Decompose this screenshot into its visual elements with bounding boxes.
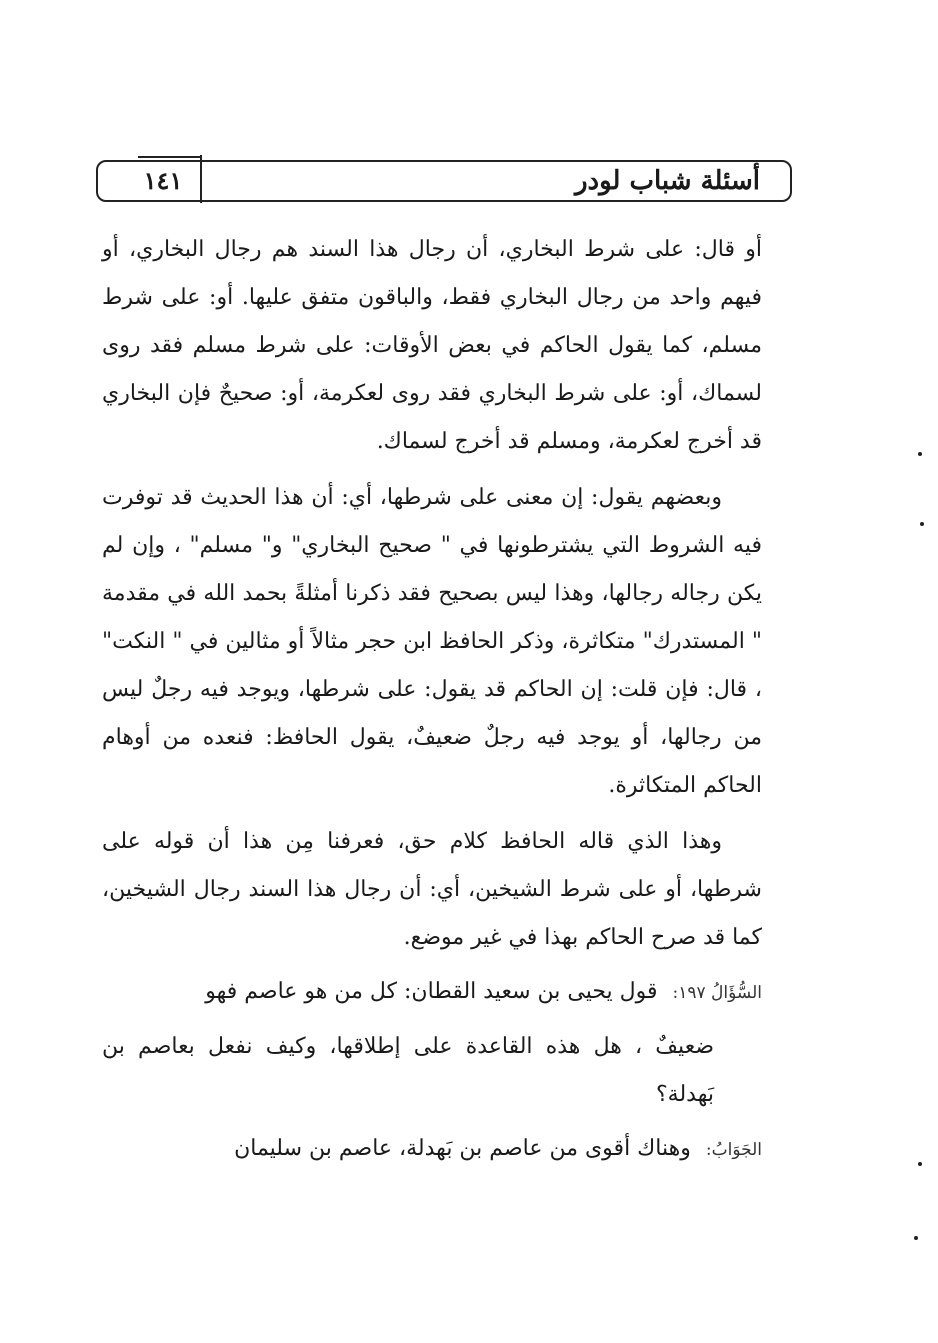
question-label: السُّؤَالُ ١٩٧: [672,983,762,1003]
question-continuation: ضعيفٌ ، هل هذه القاعدة على إطلاقها، وكيف نفعل بعاصم بن بَهدلة؟ [102,1034,714,1107]
answer-text: وهناك أقوى من عاصم بن بَهدلة، عاصم بن سليمان [234,1136,691,1161]
scan-speck [918,1162,922,1166]
paragraph-2: وبعضهم يقول: إن معنى على شرطها، أي: أن هذا الحديث قد توفرت فيه الشروط التي يشترطونها في " صحيح البخاري" و" مسلم" ، وإن لم يكن رجاله رجالها، وهذا ليس بصحيح فقد ذكرنا أمثلةً بحمد الله في مقدمة " المستدرك" متكاثرة، وذكر الحافظ ابن حجر مثالاً أو مثالين في " النكت" ، قال: فإن قلت: إن الحاكم قد يقول: على شرطها، ويوجد فيه رجلٌ ليس من رجالها، أو يوجد فيه رجلٌ ضعيفٌ، يقول الحافظ: فنعده من أوهام الحاكم المتكاثرة. [102,485,762,798]
header-divider [200,155,202,203]
book-title: أسئلة شباب لودر [574,166,760,196]
question-text: قول يحيى بن سعيد القطان: كل من هو عاصم فهو [205,979,658,1004]
scan-speck [920,522,924,526]
question-block [102,968,762,1017]
paragraph-1: أو قال: على شرط البخاري، أن رجال هذا السند هم رجال البخاري، أو فيهم واحد من رجال البخاري فقط، والباقون متفق عليها. أو: على شرط مسلم، كما يقول الحاكم في بعض الأوقات: على شرط مسلم فقد روى لسماك، أو: على شرط البخاري فقد روى لعكرمة، أو: صحيحٌ فإن البخاري قد أخرج لعكرمة، ومسلم قد أخرج لسماك. [102,237,762,454]
answer-label: الجَوَابُ: [705,1140,762,1160]
answer-block [102,1125,762,1174]
scan-speck [918,452,922,456]
header-top-rule [138,156,202,158]
scan-speck [914,1236,918,1240]
text-body [102,226,762,1174]
paragraph-3: وهذا الذي قاله الحافظ كلام حق، فعرفنا مِن هذا أن قوله على شرطها، أو على شرط الشيخين، أي: أن رجال هذا السند رجال الشيخين، كما قد صرح الحاكم بهذا في غير موضع. [102,829,762,950]
page-number: ١٤١ [143,166,183,195]
